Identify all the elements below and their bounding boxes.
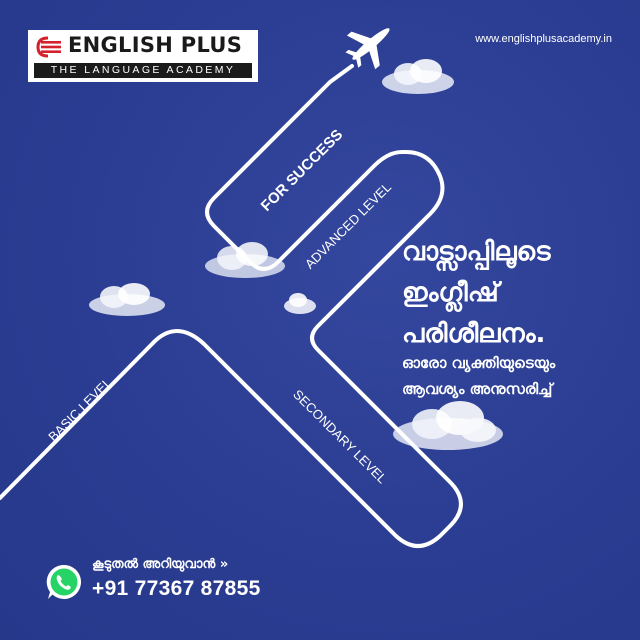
level-advanced: ADVANCED LEVEL — [301, 179, 395, 272]
headline — [402, 232, 632, 355]
headline-line-1: വാട്സാപ്പിലൂടെ — [402, 237, 551, 267]
brand-name: ENGLISH PLUS — [68, 33, 243, 57]
logo-mark-icon — [34, 36, 64, 58]
contact-label: കൂടുതൽ അറിയുവാൻ » — [92, 557, 229, 572]
headline-line-3: പരിശീലനം. — [402, 319, 546, 349]
whatsapp-icon[interactable] — [44, 562, 84, 602]
brand-logo — [28, 30, 258, 82]
level-secondary: SECONDARY LEVEL — [290, 386, 390, 487]
brand-tagline: THE LANGUAGE ACADEMY — [34, 63, 252, 78]
subheadline-line-2: ആവശ്യം അനുസരിച്ച് — [402, 380, 553, 398]
airplane-icon — [342, 18, 400, 70]
subheadline — [402, 350, 632, 402]
level-basic: BASIC LEVEL — [45, 374, 115, 445]
contact-phone[interactable]: +91 77367 87855 — [92, 577, 261, 600]
website-link[interactable]: www.englishplusacademy.in — [475, 33, 612, 45]
headline-line-2: ഇംഗ്ലീഷ് — [402, 278, 499, 308]
level-for-success: FOR SUCCESS — [257, 126, 347, 215]
subheadline-line-1: ഓരോ വ്യക്തിയുടെയും — [402, 354, 556, 372]
